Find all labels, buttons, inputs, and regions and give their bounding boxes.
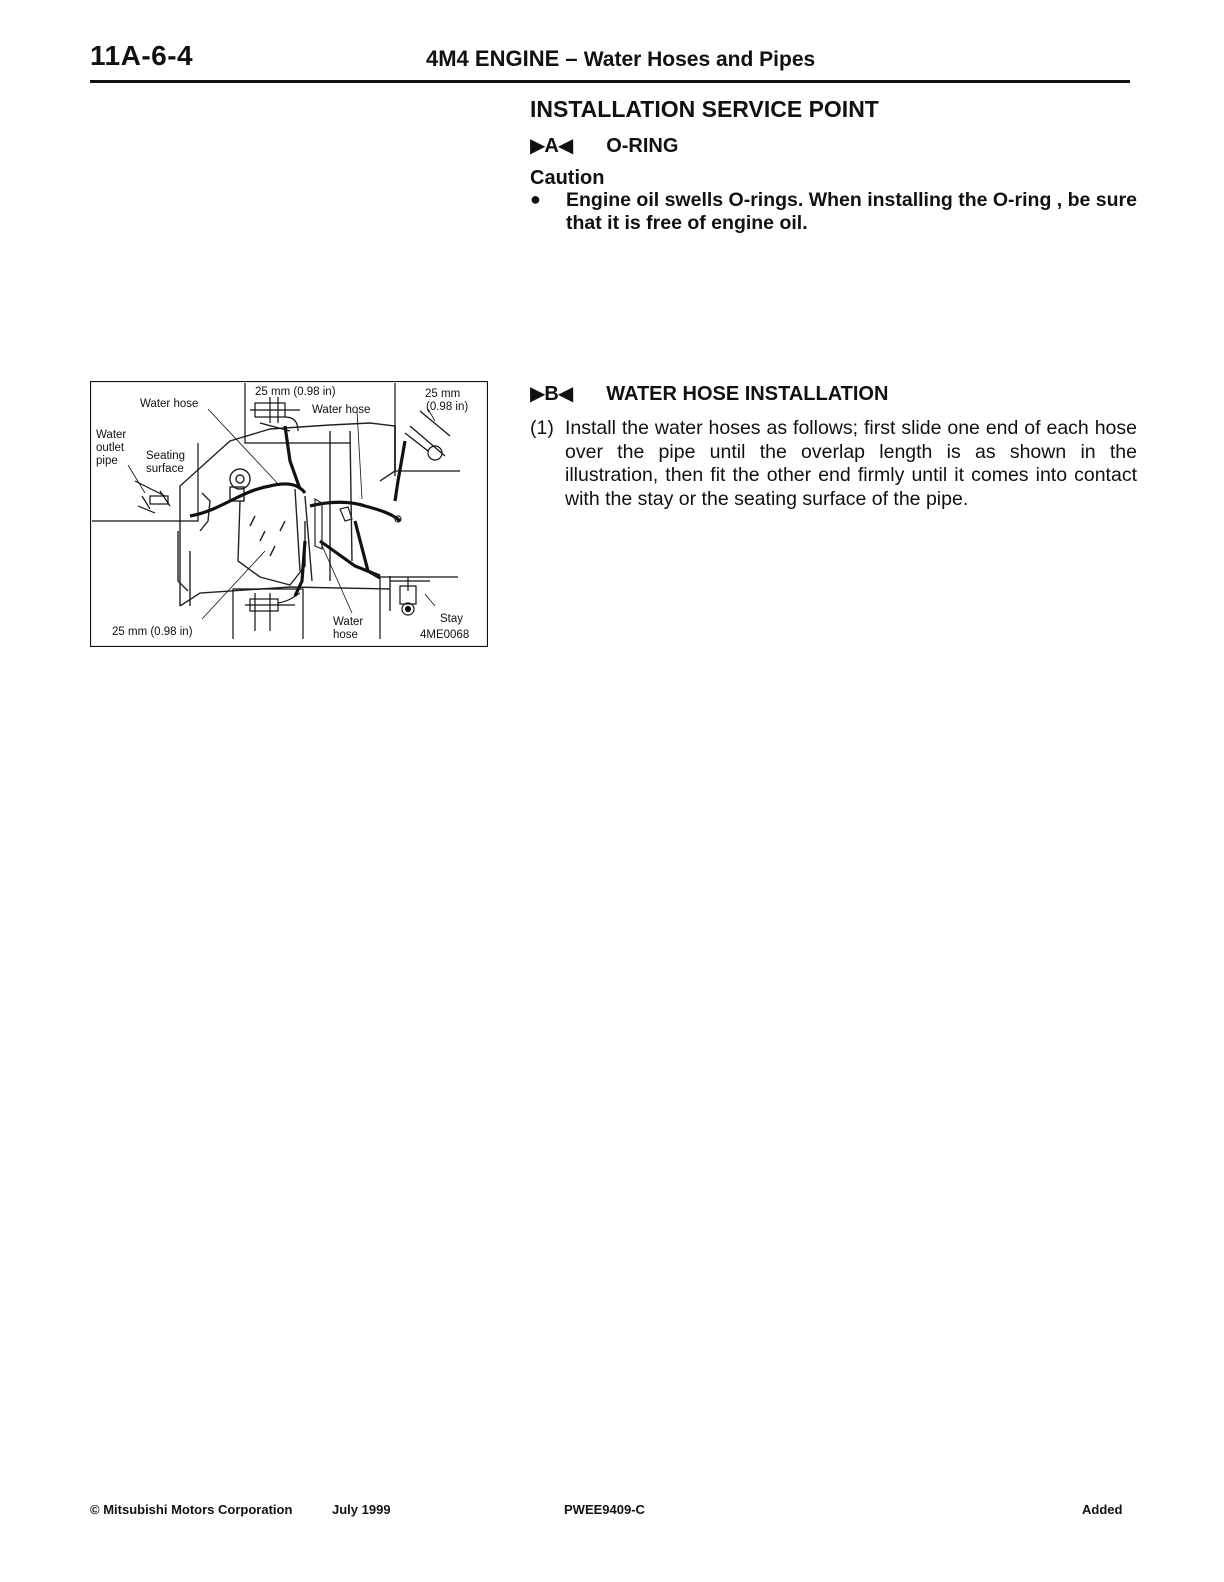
oring-heading — [530, 133, 678, 158]
step-number: (1) — [530, 417, 554, 439]
label-water-hose-bottom-1: Water — [333, 616, 364, 628]
page-title — [426, 46, 815, 72]
header-divider — [90, 80, 1130, 83]
water-hose-heading — [530, 381, 888, 406]
footer-document-code: PWEE9409-C — [564, 1502, 645, 1517]
label-seating-surface-1: Seating — [146, 450, 186, 462]
label-dim-top-right-1: 25 mm — [425, 388, 461, 400]
title-main: 4M4 ENGINE — [426, 46, 560, 71]
label-dim-top-center: 25 mm (0.98 in) — [255, 386, 336, 398]
bullet-icon: ● — [530, 189, 541, 209]
label-stay: Stay — [440, 613, 464, 625]
page-number: 11A-6-4 — [90, 40, 194, 71]
label-water-outlet-pipe-2: outlet — [96, 442, 125, 454]
oring-title: O-RING — [606, 135, 679, 157]
caution-text: Engine oil swells O-rings. When installing the O-ring , be sure that it is free of engine oil. — [566, 189, 1137, 234]
label-water-outlet-pipe-1: Water — [96, 429, 127, 441]
caution-label: Caution — [530, 167, 605, 189]
label-water-outlet-pipe-3: pipe — [96, 455, 118, 467]
section-heading: INSTALLATION SERVICE POINT — [530, 96, 879, 122]
footer-date: July 1999 — [332, 1502, 391, 1517]
water-hose-diagram — [90, 381, 488, 647]
label-water-hose-bottom-2: hose — [333, 629, 358, 641]
label-dim-bottom-left: 25 mm (0.98 in) — [112, 626, 193, 638]
label-water-hose-top-left: Water hose — [140, 398, 199, 410]
title-subtitle: Water Hoses and Pipes — [583, 48, 816, 71]
label-water-hose-top-center: Water hose — [312, 404, 371, 416]
label-dim-top-right-2: (0.98 in) — [426, 401, 469, 413]
figure-code: 4ME0068 — [420, 629, 470, 641]
footer-status: Added — [1082, 1502, 1123, 1517]
water-hose-title: WATER HOSE INSTALLATION — [606, 383, 889, 405]
label-seating-surface-2: surface — [146, 463, 184, 475]
title-dash: – — [559, 46, 584, 71]
footer-copyright: © Mitsubishi Motors Corporation — [90, 1502, 293, 1517]
service-marker-b: ▶B◀ — [530, 383, 573, 405]
service-marker-a: ▶A◀ — [530, 135, 573, 157]
step-text: Install the water hoses as follows; first slide one end of each hose over the pipe until the overlap length is as shown in the illustration, then fit the other end firmly until it comes into contact with the stay or the seating surface of the pipe. — [565, 417, 1137, 510]
